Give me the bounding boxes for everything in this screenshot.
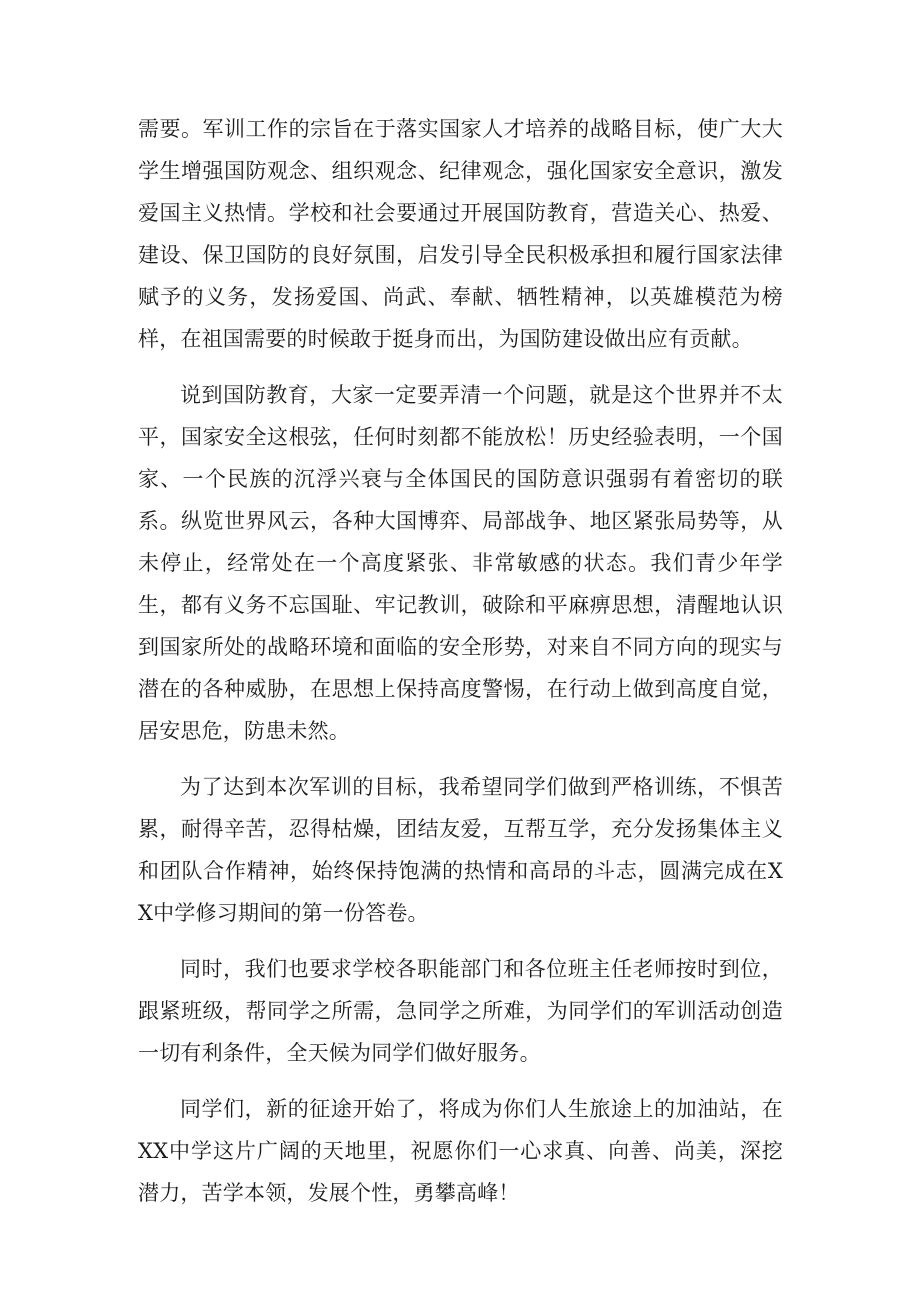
document-body bbox=[138, 108, 783, 1228]
paragraph-3: 为了达到本次军训的目标，我希望同学们做到严格训练，不惧苦累，耐得辛苦，忍得枯燥，团结友爱，互帮互学，充分发扬集体主义和团队合作精神，始终保持饱满的热情和高昂的斗志，圆满完成在XX中学修习期间的第一份答卷。 bbox=[138, 775, 783, 925]
paragraph-1: 需要。军训工作的宗旨在于落实国家人才培养的战略目标，使广大大学生增强国防观念、组织观念、纪律观念，强化国家安全意识，激发爱国主义热情。学校和社会要通过开展国防教育，营造关心、热爱、建设、保卫国防的良好氛围，启发引导全民积极承担和履行国家法律赋予的义务，发扬爱国、尚武、奉献、牺牲精神，以英雄模范为榜样，在祖国需要的时候敢于挺身而出，为国防建设做出应有贡献。 bbox=[138, 117, 783, 351]
paragraph-4: 同时，我们也要求学校各职能部门和各位班主任老师按时到位，跟紧班级，帮同学之所需，急同学之所难，为同学们的军训活动创造一切有利条件，全天候为同学们做好服务。 bbox=[138, 957, 783, 1065]
paragraph-2: 说到国防教育，大家一定要弄清一个问题，就是这个世界并不太平，国家安全这根弦，任何时刻都不能放松！历史经验表明，一个国家、一个民族的沉浮兴衰与全体国民的国防意识强弱有着密切的联系。纵览世界风云，各种大国博弈、局部战争、地区紧张局势等，从未停止，经常处在一个高度紧张、非常敏感的状态。我们青少年学生，都有义务不忘国耻、牢记教训，破除和平麻痹思想，清醒地认识到国家所处的战略环境和面临的安全形势，对来自不同方向的现实与潜在的各种威胁，在思想上保持高度警惕，在行动上做到高度自觉，居安思危，防患未然。 bbox=[138, 383, 783, 743]
paragraph-5: 同学们，新的征途开始了，将成为你们人生旅途上的加油站，在XX中学这片广阔的天地里，祝愿你们一心求真、向善、尚美，深挖潜力，苦学本领，发展个性，勇攀高峰！ bbox=[138, 1097, 783, 1205]
